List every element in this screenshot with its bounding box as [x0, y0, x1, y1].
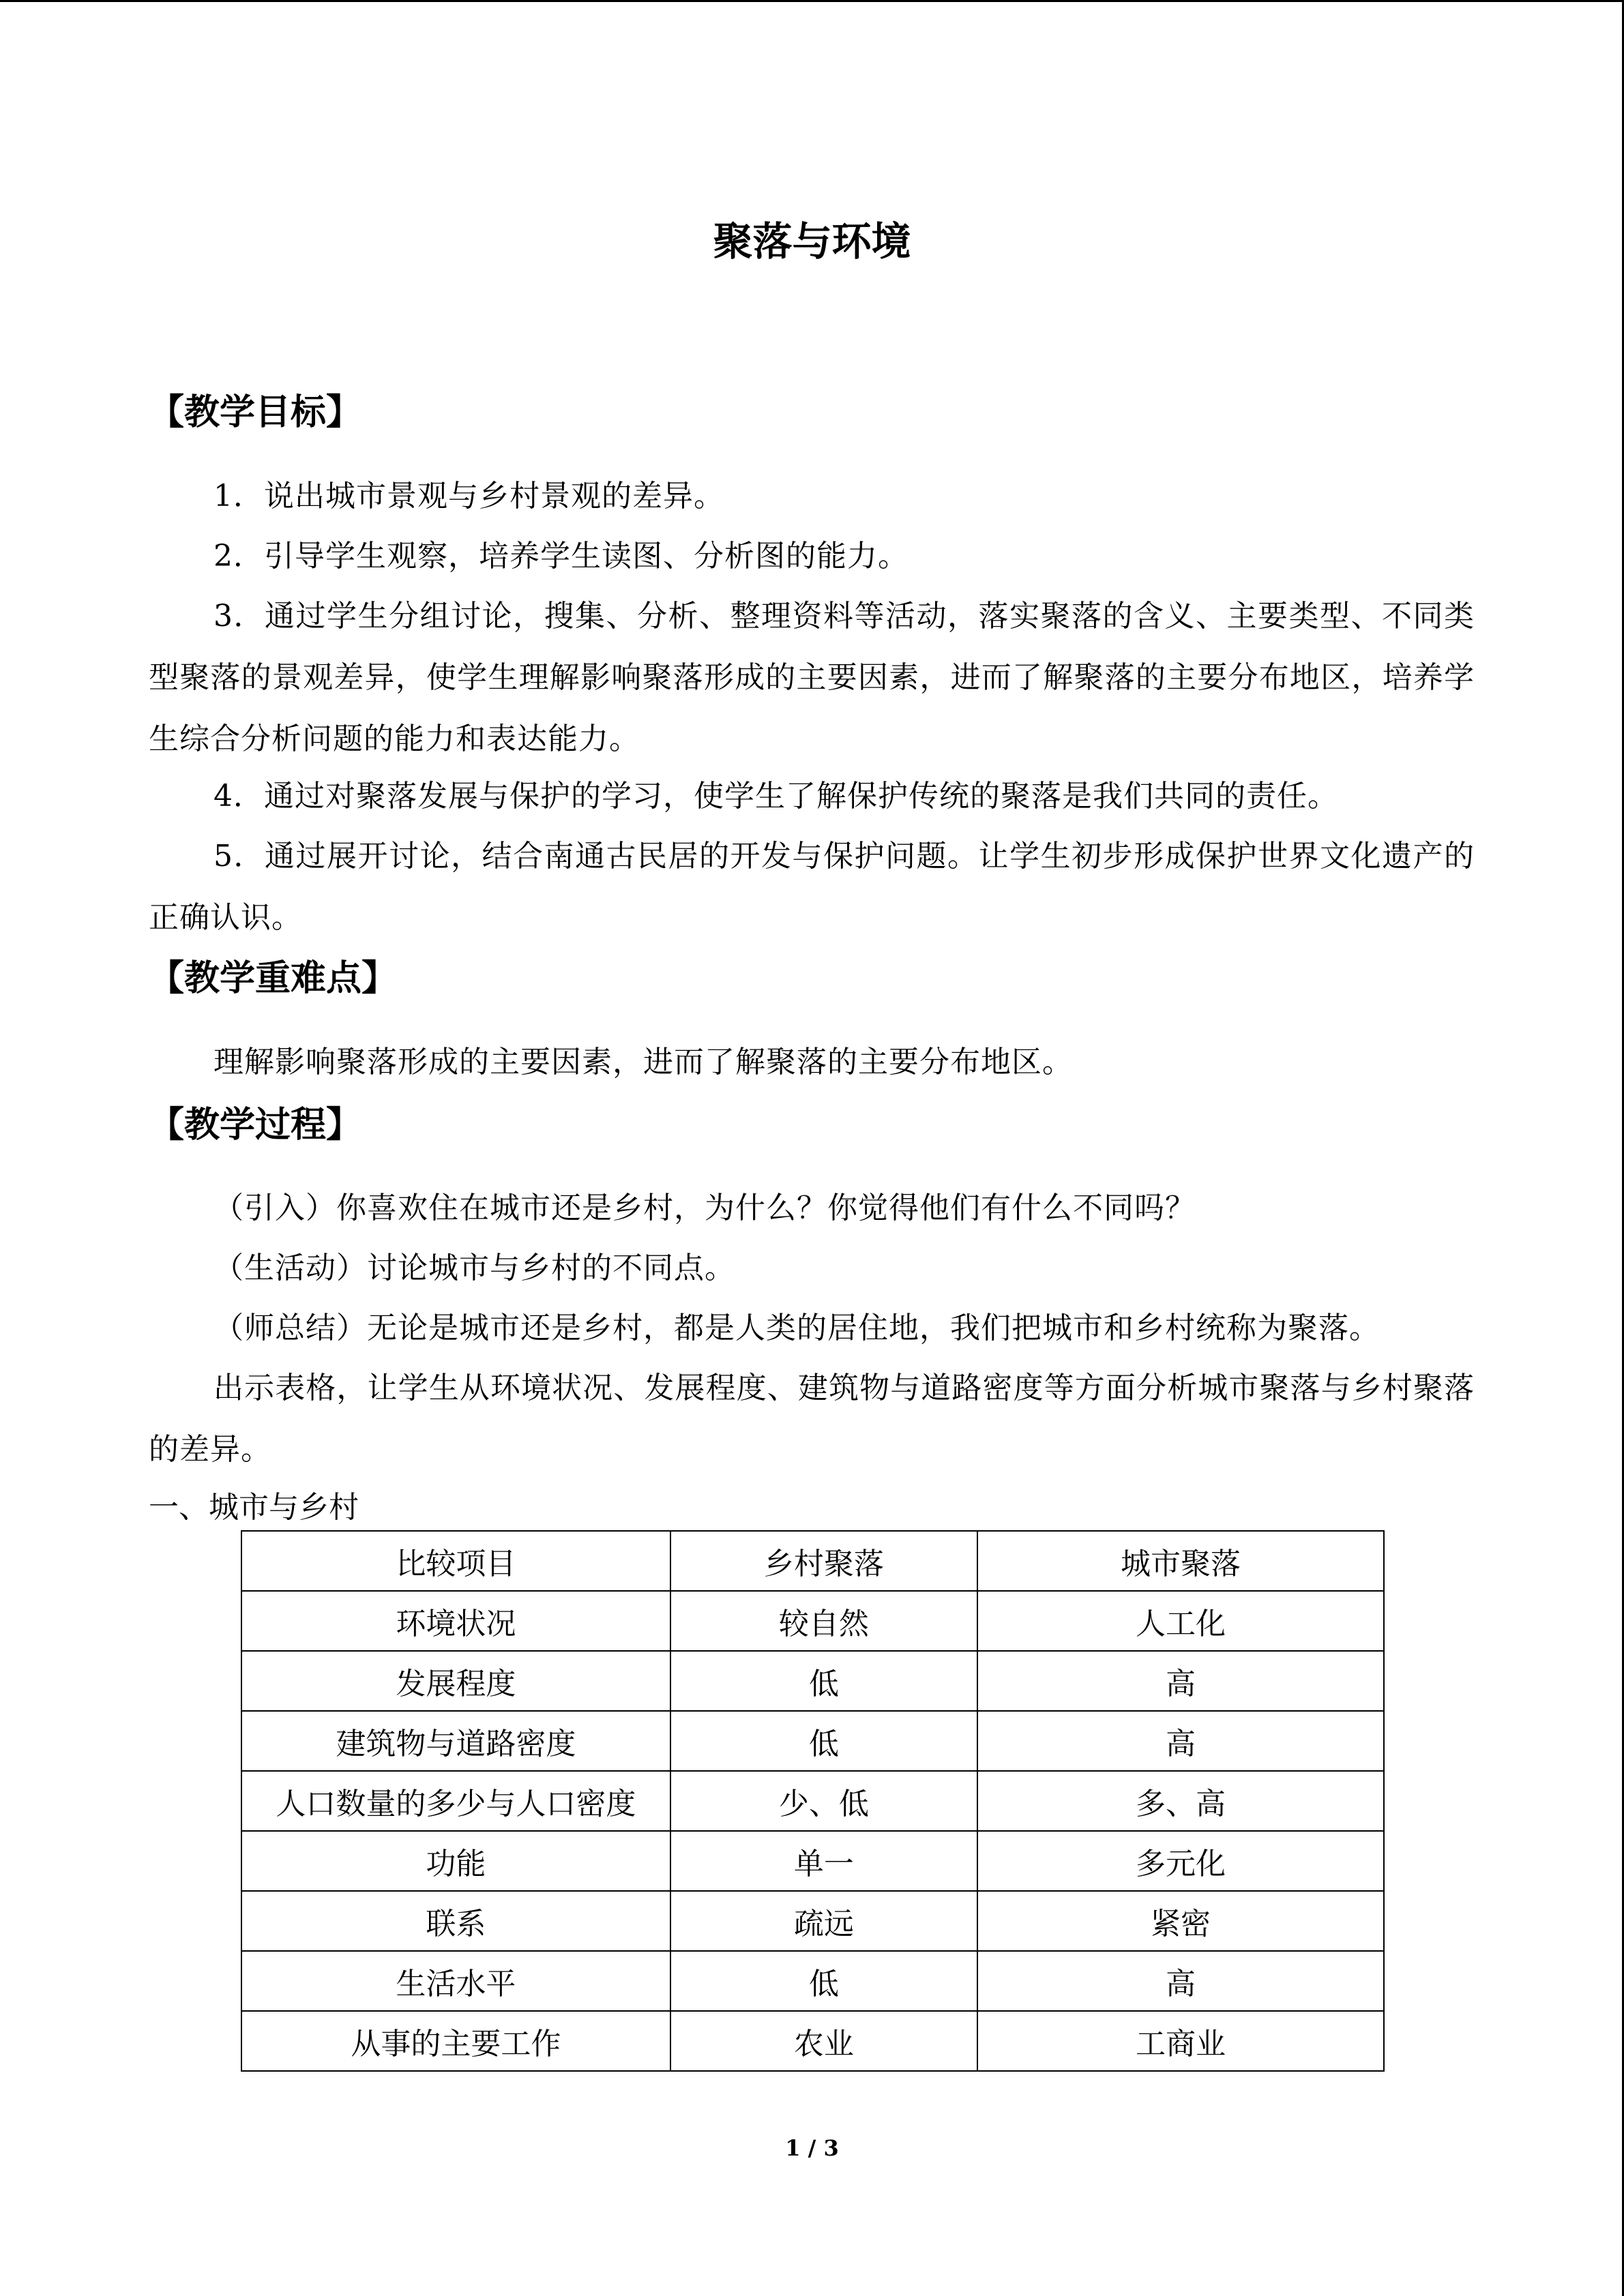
heading-process: 【教学过程】 [149, 1105, 362, 1146]
table-row [241, 1771, 1384, 1831]
table-cell: 少、低 [670, 1771, 977, 1831]
page-number: 1 / 3 [785, 2135, 839, 2161]
table-row [241, 1891, 1384, 1951]
table-cell: 多元化 [977, 1831, 1384, 1891]
table-cell: 单一 [670, 1831, 977, 1891]
table-cell: 低 [670, 1711, 977, 1771]
table-cell: 高 [977, 1651, 1384, 1711]
table-row [241, 1651, 1384, 1711]
table-header-row [241, 1531, 1384, 1591]
objective-item-1: 1．说出城市景观与乡村景观的差异。 [213, 479, 724, 513]
table-cell: 工商业 [977, 2011, 1384, 2071]
table-row [241, 1591, 1384, 1651]
table-cell: 联系 [241, 1891, 670, 1951]
comparison-table [241, 1530, 1385, 2072]
table-row [241, 2011, 1384, 2071]
table-header-cell: 比较项目 [241, 1531, 670, 1591]
table-row [241, 1711, 1384, 1771]
table-row [241, 1831, 1384, 1891]
table-cell: 人口数量的多少与人口密度 [241, 1771, 670, 1831]
process-teacher-summary: （师总结）无论是城市还是乡村，都是人类的居住地，我们把城市和乡村统称为聚落。 [213, 1311, 1380, 1345]
process-show-table: 出示表格，让学生从环境状况、发展程度、建筑物与道路密度等方面分析城市聚落与乡村聚落的差异。 [149, 1371, 1475, 1467]
objective-item-2: 2．引导学生观察，培养学生读图、分析图的能力。 [213, 539, 909, 573]
table-cell: 环境状况 [241, 1591, 670, 1651]
table-cell: 低 [670, 1951, 977, 2011]
table-cell: 高 [977, 1711, 1384, 1771]
table-row [241, 1951, 1384, 2011]
objective-item-3: 3．通过学生分组讨论，搜集、分析、整理资料等活动，落实聚落的含义、主要类型、不同类型聚落的景观差异，使学生理解影响聚落形成的主要因素，进而了解聚落的主要分布地区，培养学生综合分析问题的能力和表达能力。 [149, 599, 1475, 756]
table-header-cell: 乡村聚落 [670, 1531, 977, 1591]
table-cell: 人工化 [977, 1591, 1384, 1651]
subheading-city-village: 一、城市与乡村 [149, 1490, 359, 1525]
table-cell: 发展程度 [241, 1651, 670, 1711]
table-cell: 疏远 [670, 1891, 977, 1951]
heading-objectives: 【教学目标】 [149, 392, 362, 433]
table-cell: 建筑物与道路密度 [241, 1711, 670, 1771]
table-cell: 多、高 [977, 1771, 1384, 1831]
objective-item-4: 4．通过对聚落发展与保护的学习，使学生了解保护传统的聚落是我们共同的责任。 [213, 779, 1338, 814]
table-cell: 低 [670, 1651, 977, 1711]
process-intro: （引入）你喜欢住在城市还是乡村，为什么？你觉得他们有什么不同吗？ [213, 1191, 1196, 1225]
table-cell: 紧密 [977, 1891, 1384, 1951]
table-cell: 从事的主要工作 [241, 2011, 670, 2071]
heading-key-points: 【教学重难点】 [149, 958, 398, 999]
objective-item-5: 5．通过展开讨论，结合南通古民居的开发与保护问题。让学生初步形成保护世界文化遗产的正确认识。 [149, 839, 1475, 935]
table-header-cell: 城市聚落 [977, 1531, 1384, 1591]
table-cell: 较自然 [670, 1591, 977, 1651]
table-cell: 功能 [241, 1831, 670, 1891]
page-title: 聚落与环境 [713, 218, 911, 265]
key-points-text: 理解影响聚落形成的主要因素，进而了解聚落的主要分布地区。 [213, 1045, 1073, 1079]
process-student-activity: （生活动）讨论城市与乡村的不同点。 [213, 1251, 735, 1285]
table-cell: 生活水平 [241, 1951, 670, 2011]
table-cell: 高 [977, 1951, 1384, 2011]
table-cell: 农业 [670, 2011, 977, 2071]
